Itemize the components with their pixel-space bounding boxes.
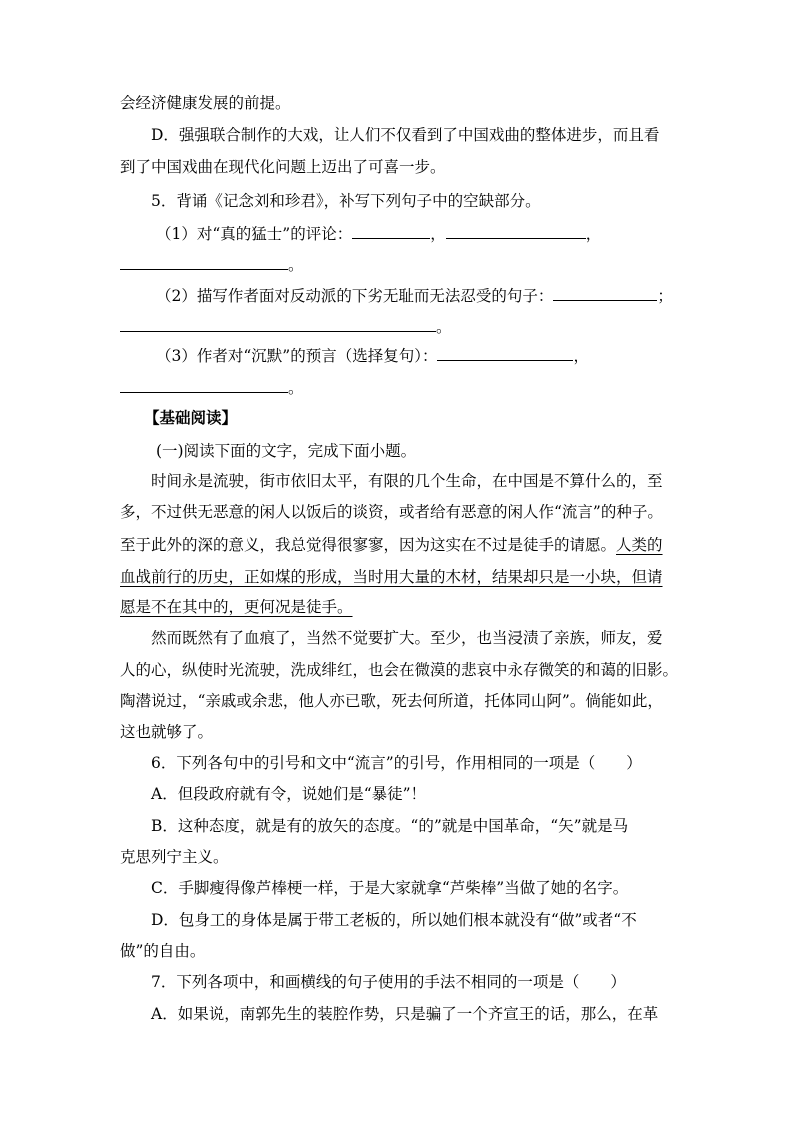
answer-blank[interactable] [352,224,430,239]
passage-line: 人的心，纵使时光流驶，洗成绯红，也会在微漠的悲哀中永存微笑的和蔼的旧影。 [120,661,679,679]
question-5-part-1: （1）对“真的猛士”的评论： ， ， [156,225,602,243]
answer-blank[interactable] [120,317,436,332]
section-heading: 【基础阅读】 [144,408,238,427]
question-6-option-b-cont: 克思列宁主义。 [120,848,229,866]
underlined-sentence: 人类的 [616,536,663,554]
answer-blank[interactable] [446,224,586,239]
answer-blank[interactable] [120,378,288,393]
text-line: 会经济健康发展的前提。 [120,94,291,112]
question-6-option-c: C．手脚瘦得像芦棒梗一样，于是大家就拿“芦柴棒”当做了她的名字。 [151,879,629,897]
question-7-option-a: A．如果说，南郭先生的装腔作势，只是骗了一个齐宣王的话，那么，在革 [151,1005,659,1023]
underlined-sentence: 血战前行的历史，正如煤的形成，当时用大量的木材，结果却只是一小块，但请 [120,568,663,586]
question-5-part-3-cont: 。 [120,378,304,398]
question-6: 6．下列各句中的引号和文中“流言”的引号，作用相同的一项是（ ） [151,754,642,772]
option-d-line1: D．强强联合制作的大戏，让人们不仅看到了中国戏曲的整体进步，而且看 [151,126,660,144]
passage-line: 至于此外的深的意义，我总觉得很寥寥，因为这实在不过是徒手的请愿。人类的 [120,536,663,554]
underlined-sentence: 愿是不在其中的，更何况是徒手。 [120,598,353,616]
reading-instruction: (一)阅读下面的文字，完成下面小题。 [156,442,417,460]
question-5-part-2: （2）描写作者面对反动派的下劣无耻而无法忍受的句子： ； [156,287,673,305]
question-5: 5．背诵《记念刘和珍君》，补写下列句子中的空缺部分。 [151,192,541,210]
question-6-option-d: D．包身工的身体是属于带工老板的，所以她们根本就没有“做”或者“不 [151,911,637,929]
passage-line: 多，不过供无恶意的闲人以饭后的谈资，或者给有恶意的闲人作“流言”的种子。 [120,503,663,521]
question-5-part-1-cont: 。 [120,255,304,275]
passage-line: 这也就够了。 [120,723,214,741]
question-7: 7．下列各项中，和画横线的句子使用的手法不相同的一项是（ ） [151,973,626,991]
option-d-line2: 到了中国戏曲在现代化问题上迈出了可喜一步。 [120,158,446,176]
question-6-option-d-cont: 做”的自由。 [120,942,206,960]
question-6-option-a: A．但段政府就有令，说她们是“暴徒”！ [151,785,427,803]
answer-blank[interactable] [437,346,573,361]
question-5-part-3: （3）作者对“沉默”的预言（选择复句）： ， [156,347,589,365]
answer-blank[interactable] [120,255,288,270]
passage-line: 然而既然有了血痕了，当然不觉要扩大。至少，也当浸渍了亲族，师友，爱 [151,629,663,647]
answer-blank[interactable] [553,286,657,301]
question-5-part-2-cont: 。 [120,317,452,337]
passage-line: 陶潜说过，“亲戚或余悲，他人亦已歌，死去何所道，托体同山阿”。倘能如此， [120,692,663,710]
passage-line: 时间永是流驶，街市依旧太平，有限的几个生命，在中国是不算什么的，至 [151,472,663,490]
question-6-option-b: B．这种态度，就是有的放矢的态度。“的”就是中国革命，“矢”就是马 [151,817,629,835]
